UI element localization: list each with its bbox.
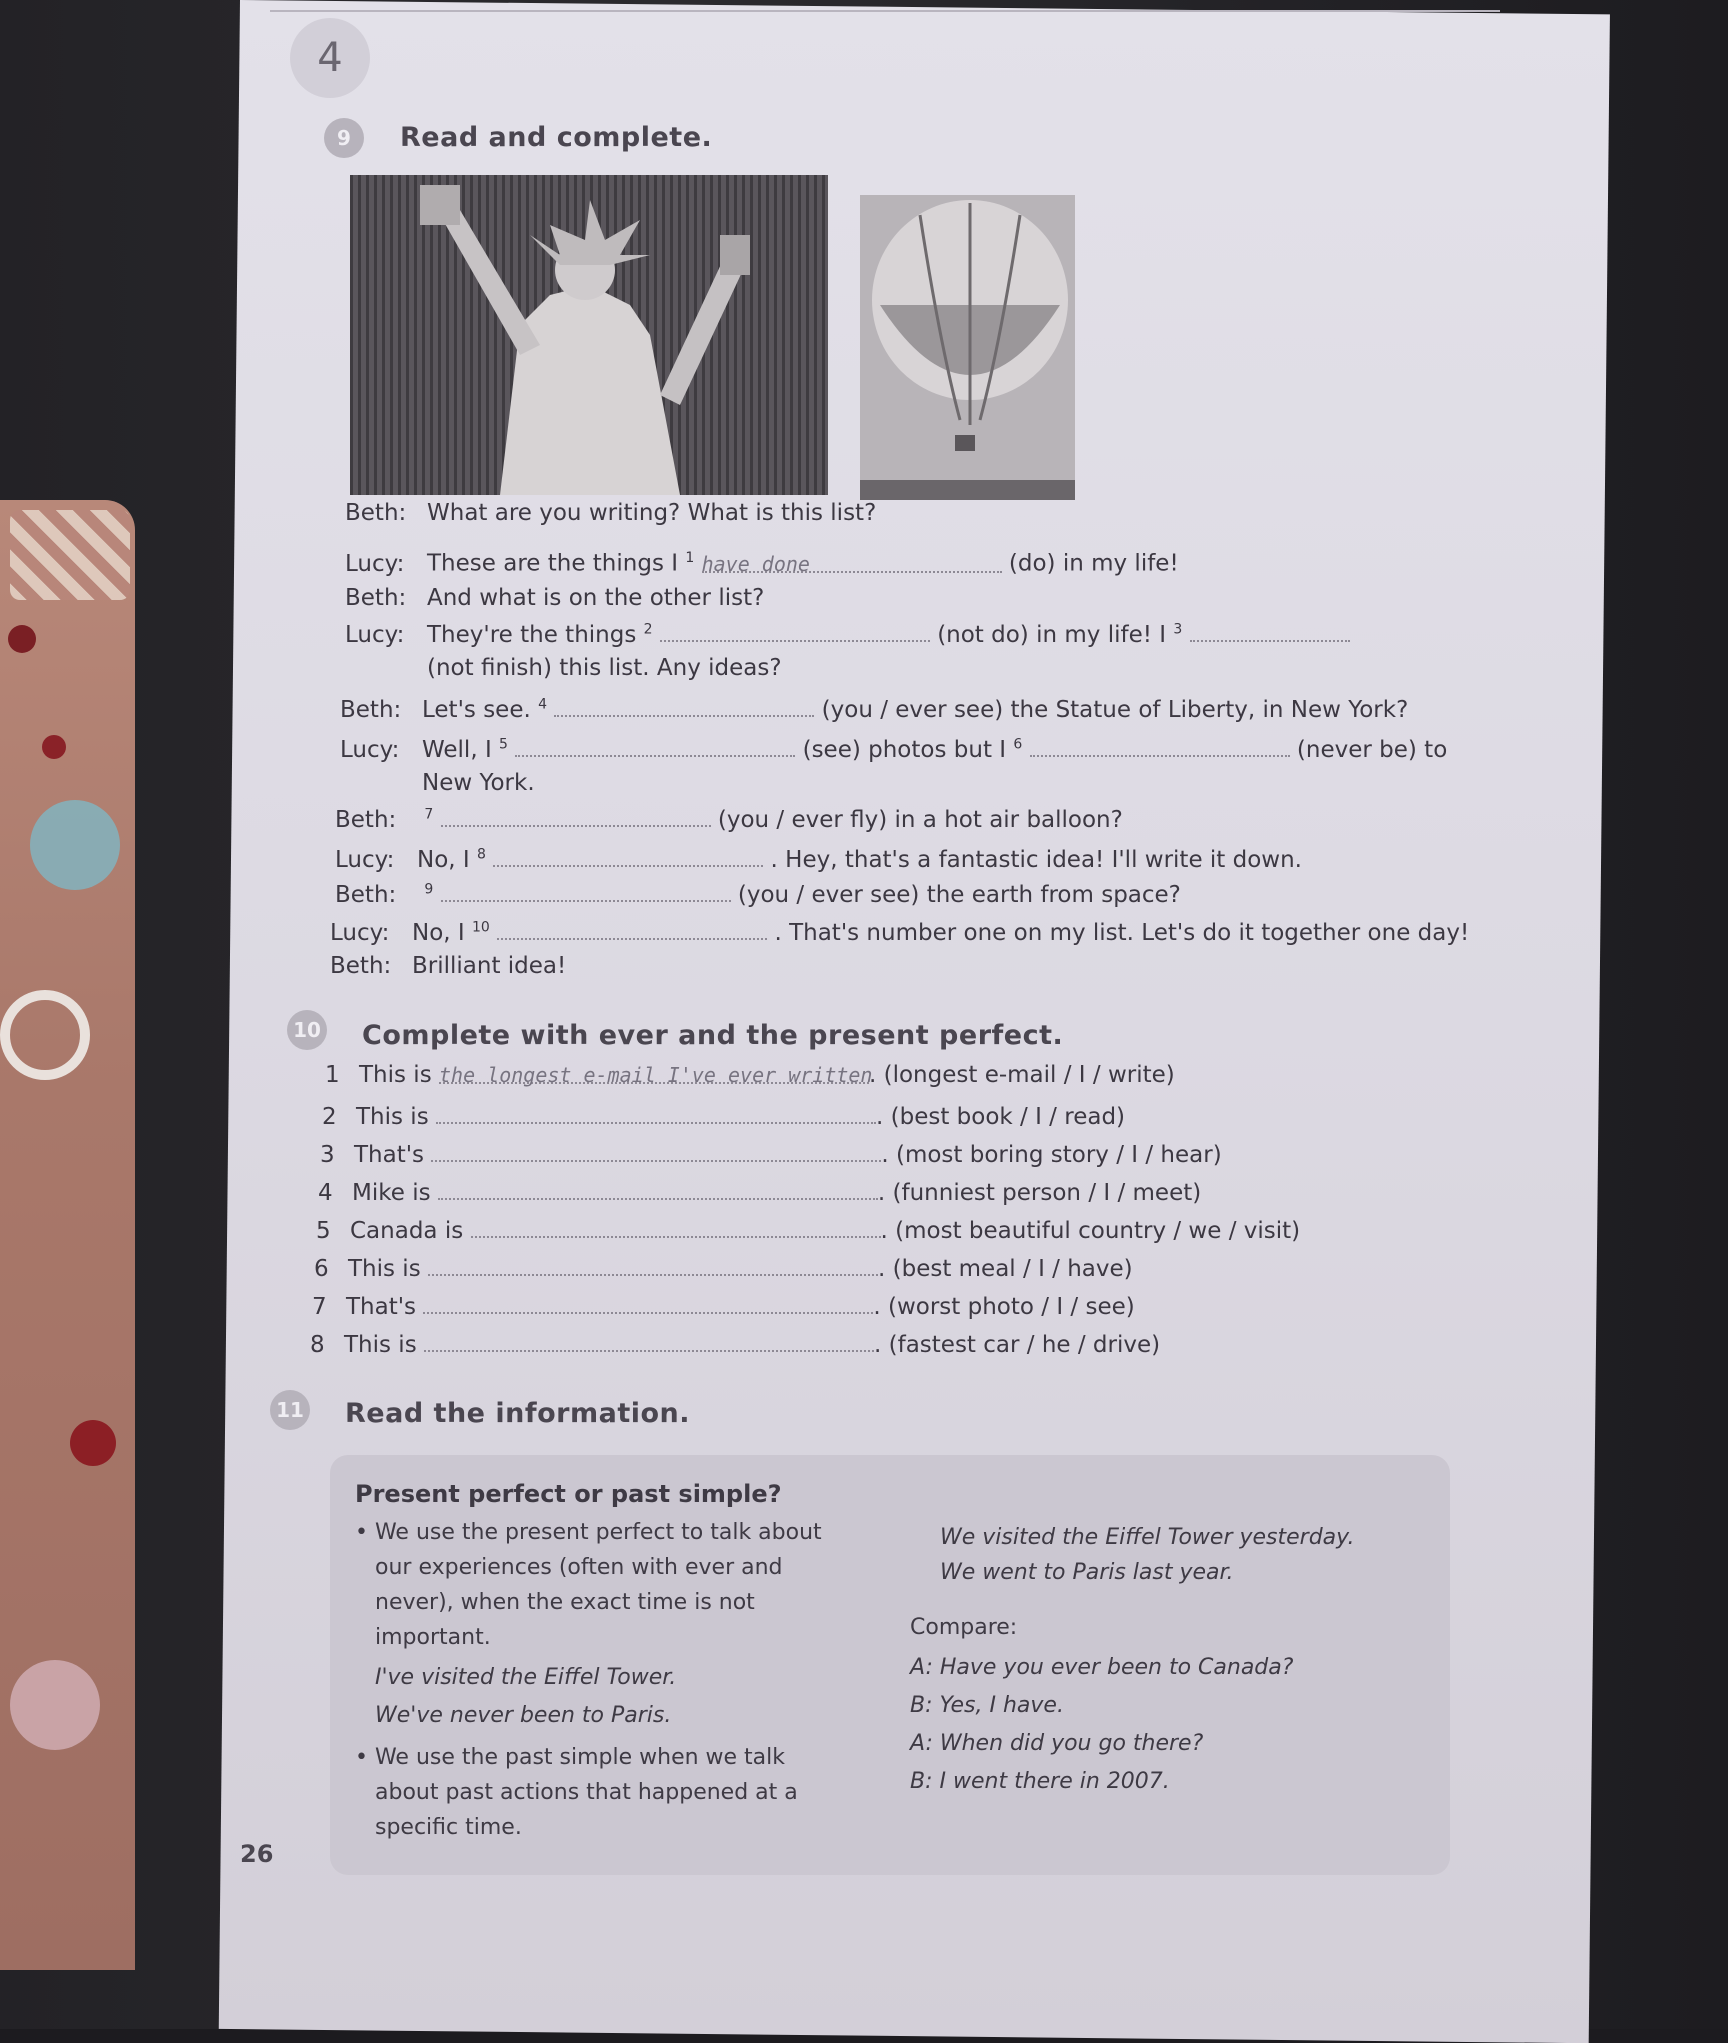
grammar-info-box xyxy=(330,1455,1450,1875)
cover-cupcake xyxy=(30,800,120,890)
hot-air-balloon-photo xyxy=(860,195,1075,500)
info-example: B: I went there in 2007. xyxy=(910,1769,1170,1794)
exercise-10-item-4: 4 Mike is . (funniest person / I / meet) xyxy=(318,1180,1202,1206)
info-example: B: Yes, I have. xyxy=(910,1693,1064,1718)
info-example: We've never been to Paris. xyxy=(375,1703,672,1728)
exercise-number-11: 11 xyxy=(270,1390,310,1430)
info-example: We went to Paris last year. xyxy=(940,1560,1234,1585)
answer-blank-10[interactable] xyxy=(497,918,767,940)
exercise-11-title: Read the information. xyxy=(345,1398,691,1429)
cover-cupcake xyxy=(10,1660,100,1750)
cover-candy xyxy=(0,990,90,1080)
dialogue-line-5: (not finish) this list. Any ideas? xyxy=(427,655,782,681)
cover-cherry xyxy=(42,735,66,759)
cover-cherry xyxy=(8,625,36,653)
answer-blank-7[interactable] xyxy=(441,805,711,827)
dialogue-line-3: Beth: And what is on the other list? xyxy=(345,585,765,611)
answer-blank-5[interactable] xyxy=(515,735,795,757)
dialogue-line-4: Lucy: They're the things $^2$ (not do) in my life! I $^3$ xyxy=(345,620,1350,648)
info-left-line: • We use the present perfect to talk about xyxy=(355,1520,822,1545)
info-example: A: Have you ever been to Canada? xyxy=(910,1655,1294,1680)
answer-blank-2[interactable] xyxy=(660,620,930,642)
info-example: I've visited the Eiffel Tower. xyxy=(375,1665,677,1690)
ex10-answer-blank-8[interactable] xyxy=(424,1330,874,1352)
dialogue-line-8: New York. xyxy=(422,770,535,796)
info-box-title: Present perfect or past simple? xyxy=(355,1480,782,1508)
exercise-10-item-6: 6 This is . (best meal / I / have) xyxy=(314,1256,1133,1282)
info-compare-label: Compare: xyxy=(910,1615,1018,1640)
page-number: 26 xyxy=(240,1840,274,1868)
cover-decoration xyxy=(10,510,130,600)
info-left-line: never), when the exact time is not xyxy=(375,1590,755,1615)
exercise-10-item-2: 2 This is . (best book / I / read) xyxy=(322,1104,1126,1130)
dialogue-line-11: Beth: $^9$ (you / ever see) the earth from space? xyxy=(335,881,1181,908)
cover-cherry xyxy=(70,1420,116,1466)
dialogue-line-9: Beth: $^7$ (you / ever fly) in a hot air balloon? xyxy=(335,806,1123,833)
ex10-answer-blank-6[interactable] xyxy=(428,1254,878,1276)
exercise-10-item-1: 1 This is the longest e-mail I've ever written. (longest e-mail / I / write) xyxy=(325,1062,1175,1088)
answer-blank-1[interactable]: have done xyxy=(702,551,1002,573)
answer-blank-9[interactable] xyxy=(441,880,731,902)
exercise-10-item-3: 3 That's . (most boring story / I / hear) xyxy=(320,1142,1222,1168)
info-left-line: specific time. xyxy=(375,1815,522,1840)
info-example: A: When did you go there? xyxy=(910,1731,1204,1756)
info-example: We visited the Eiffel Tower yesterday. xyxy=(940,1525,1355,1550)
ex10-answer-blank-3[interactable] xyxy=(431,1140,881,1162)
answer-blank-3[interactable] xyxy=(1190,620,1350,642)
ex10-answer-blank-2[interactable] xyxy=(436,1102,876,1124)
answer-blank-8[interactable] xyxy=(493,845,763,867)
dialogue-line-6: Beth: Let's see. $^4$ (you / ever see) the Statue of Liberty, in New York? xyxy=(340,696,1409,723)
exercise-number-9: 9 xyxy=(324,118,364,158)
info-left-line: • We use the past simple when we talk xyxy=(355,1745,786,1770)
info-left-line: important. xyxy=(375,1625,491,1650)
info-left-line: about past actions that happened at a xyxy=(375,1780,798,1805)
exercise-9-title: Read and complete. xyxy=(400,122,713,153)
dialogue-line-1: Beth: What are you writing? What is this list? xyxy=(345,500,877,526)
dialogue-line-2: Lucy: These are the things I $^1$ have done (do) in my life! xyxy=(345,550,1179,577)
ex10-answer-blank-7[interactable] xyxy=(423,1292,873,1314)
statue-of-liberty-photo xyxy=(350,175,828,495)
info-left-line: our experiences (often with ever and xyxy=(375,1555,783,1580)
dialogue-line-7: Lucy: Well, I $^5$ (see) photos but I $^6$ (never be) to xyxy=(340,736,1448,763)
exercise-10-item-8: 8 This is . (fastest car / he / drive) xyxy=(310,1332,1161,1358)
answer-blank-4[interactable] xyxy=(554,695,814,717)
ex10-answer-blank-4[interactable] xyxy=(438,1178,878,1200)
exercise-10-item-5: 5 Canada is . (most beautiful country / we / visit) xyxy=(316,1218,1301,1244)
exercise-10-title: Complete with ever and the present perfect. xyxy=(362,1020,1064,1051)
book-cover-left xyxy=(0,500,135,1970)
page-rule xyxy=(270,10,1500,12)
unit-badge: 4 xyxy=(290,18,370,98)
dialogue-line-10: Lucy: No, I $^8$ . Hey, that's a fantastic idea! I'll write it down. xyxy=(335,846,1302,873)
exercise-number-10: 10 xyxy=(287,1010,327,1050)
dialogue-line-12: Lucy: No, I $^{10}$ . That's number one on my list. Let's do it together one day! xyxy=(330,919,1470,946)
answer-blank-6[interactable] xyxy=(1030,735,1290,757)
ex10-answer-blank-1[interactable]: the longest e-mail I've ever written xyxy=(439,1063,873,1087)
ex10-answer-blank-5[interactable] xyxy=(471,1216,881,1238)
dialogue-line-13: Beth: Brilliant idea! xyxy=(330,953,567,979)
exercise-10-item-7: 7 That's . (worst photo / I / see) xyxy=(312,1294,1135,1320)
